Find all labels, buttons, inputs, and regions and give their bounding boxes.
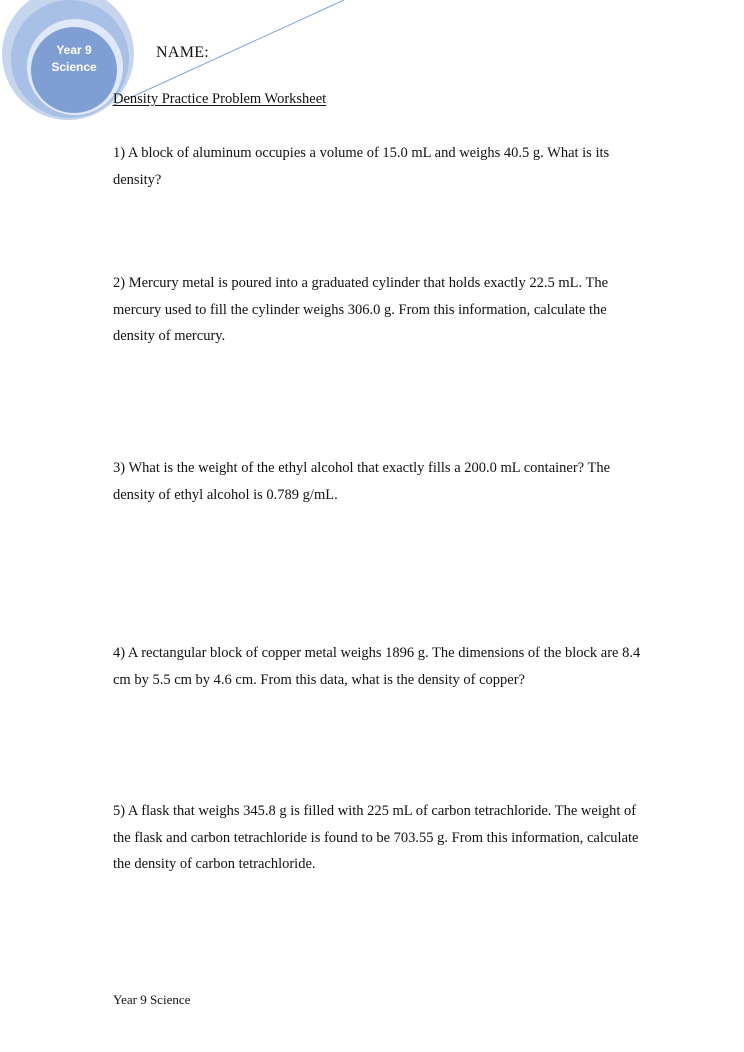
- question-5: 5) A flask that weighs 345.8 g is filled with 225 mL of carbon tetrachloride. The weight of the flask and carbon tetrachloride is found to be 703.55 g. From this information, calculate the density of carbon tetrachloride.: [113, 803, 639, 872]
- page-footer: Year 9 Science: [113, 992, 191, 1007]
- question-1: 1) A block of aluminum occupies a volume of 15.0 mL and weighs 40.5 g. What is its density?: [113, 145, 610, 188]
- badge-line-subject: Science: [51, 60, 97, 74]
- badge-line-year: Year 9: [56, 43, 92, 57]
- name-label: NAME:: [156, 44, 210, 61]
- question-4: 4) A rectangular block of copper metal weighs 1896 g. The dimensions of the block are 8.4 cm by 5.5 cm by 4.6 cm. From this data, what is the density of copper?: [113, 645, 641, 688]
- badge-text: [34, 42, 114, 76]
- worksheet-title: Density Practice Problem Worksheet: [113, 91, 327, 107]
- question-3: 3) What is the weight of the ethyl alcohol that exactly fills a 200.0 mL container? The density of ethyl alcohol is 0.789 g/mL.: [113, 460, 611, 503]
- question-2: 2) Mercury metal is poured into a graduated cylinder that holds exactly 22.5 mL. The mercury used to fill the cylinder weighs 306.0 g. From this information, calculate the density of mercury.: [113, 275, 609, 344]
